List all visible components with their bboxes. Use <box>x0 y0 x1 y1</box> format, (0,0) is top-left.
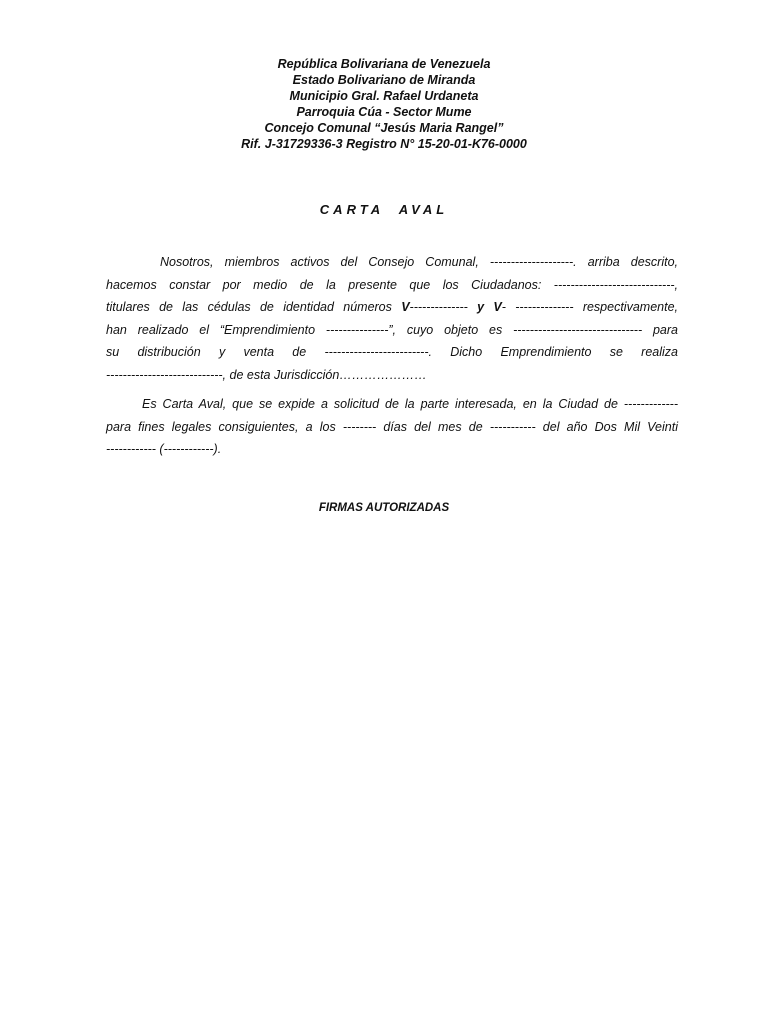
text-fragment: titulares de las cédulas de identidad números <box>106 300 402 314</box>
paragraph-line: Nosotros, miembros activos del Consejo Comunal, --------------------. arriba descrito, <box>160 255 678 269</box>
header-state: Estado Bolivariano de Miranda <box>292 73 476 87</box>
paragraph-line: su distribución y venta de -------------------------. Dicho Emprendimiento se realiza <box>106 345 678 359</box>
paragraph-line <box>106 296 678 319</box>
header-country: República Bolivariana de Venezuela <box>277 57 491 71</box>
signatures-heading: FIRMAS AUTORIZADAS <box>318 502 450 514</box>
paragraph-line: hacemos constar por medio de la presente que los Ciudadanos: -----------------------------, <box>106 277 678 292</box>
paragraph-line: Es Carta Aval, que se expide a solicitud de la parte interesada, en la Ciudad de ------------- <box>142 397 678 411</box>
text-fragment: - -------------- respectivamente, <box>501 300 678 314</box>
paragraph-line: para fines legales consiguientes, a los -------- días del mes de ----------- del año Dos Mil Veinti <box>106 419 678 434</box>
body-paragraph-2 <box>106 393 678 461</box>
letterhead <box>0 56 768 152</box>
bold-y-v-label: y V <box>477 300 502 314</box>
paragraph-line: ------------ (------------). <box>106 442 222 456</box>
header-rif: Rif. J-31729336-3 Registro N° 15-20-01-K76-0000 <box>241 137 527 151</box>
paragraph-line: han realizado el “Emprendimiento ---------------”, cuyo objeto es ------------------------------- para <box>106 322 678 337</box>
header-municipality: Municipio Gral. Rafael Urdaneta <box>289 89 479 103</box>
header-parish: Parroquia Cúa - Sector Mume <box>296 105 472 119</box>
body-paragraph-1 <box>106 251 678 386</box>
text-fragment: -------------- <box>409 300 478 314</box>
document-title: CARTA AVAL <box>319 202 449 217</box>
bold-v-label: V <box>401 300 410 314</box>
header-council: Concejo Comunal “Jesús Maria Rangel” <box>264 121 504 135</box>
paragraph-line: ----------------------------, de esta Jurisdicción………………… <box>106 367 427 382</box>
